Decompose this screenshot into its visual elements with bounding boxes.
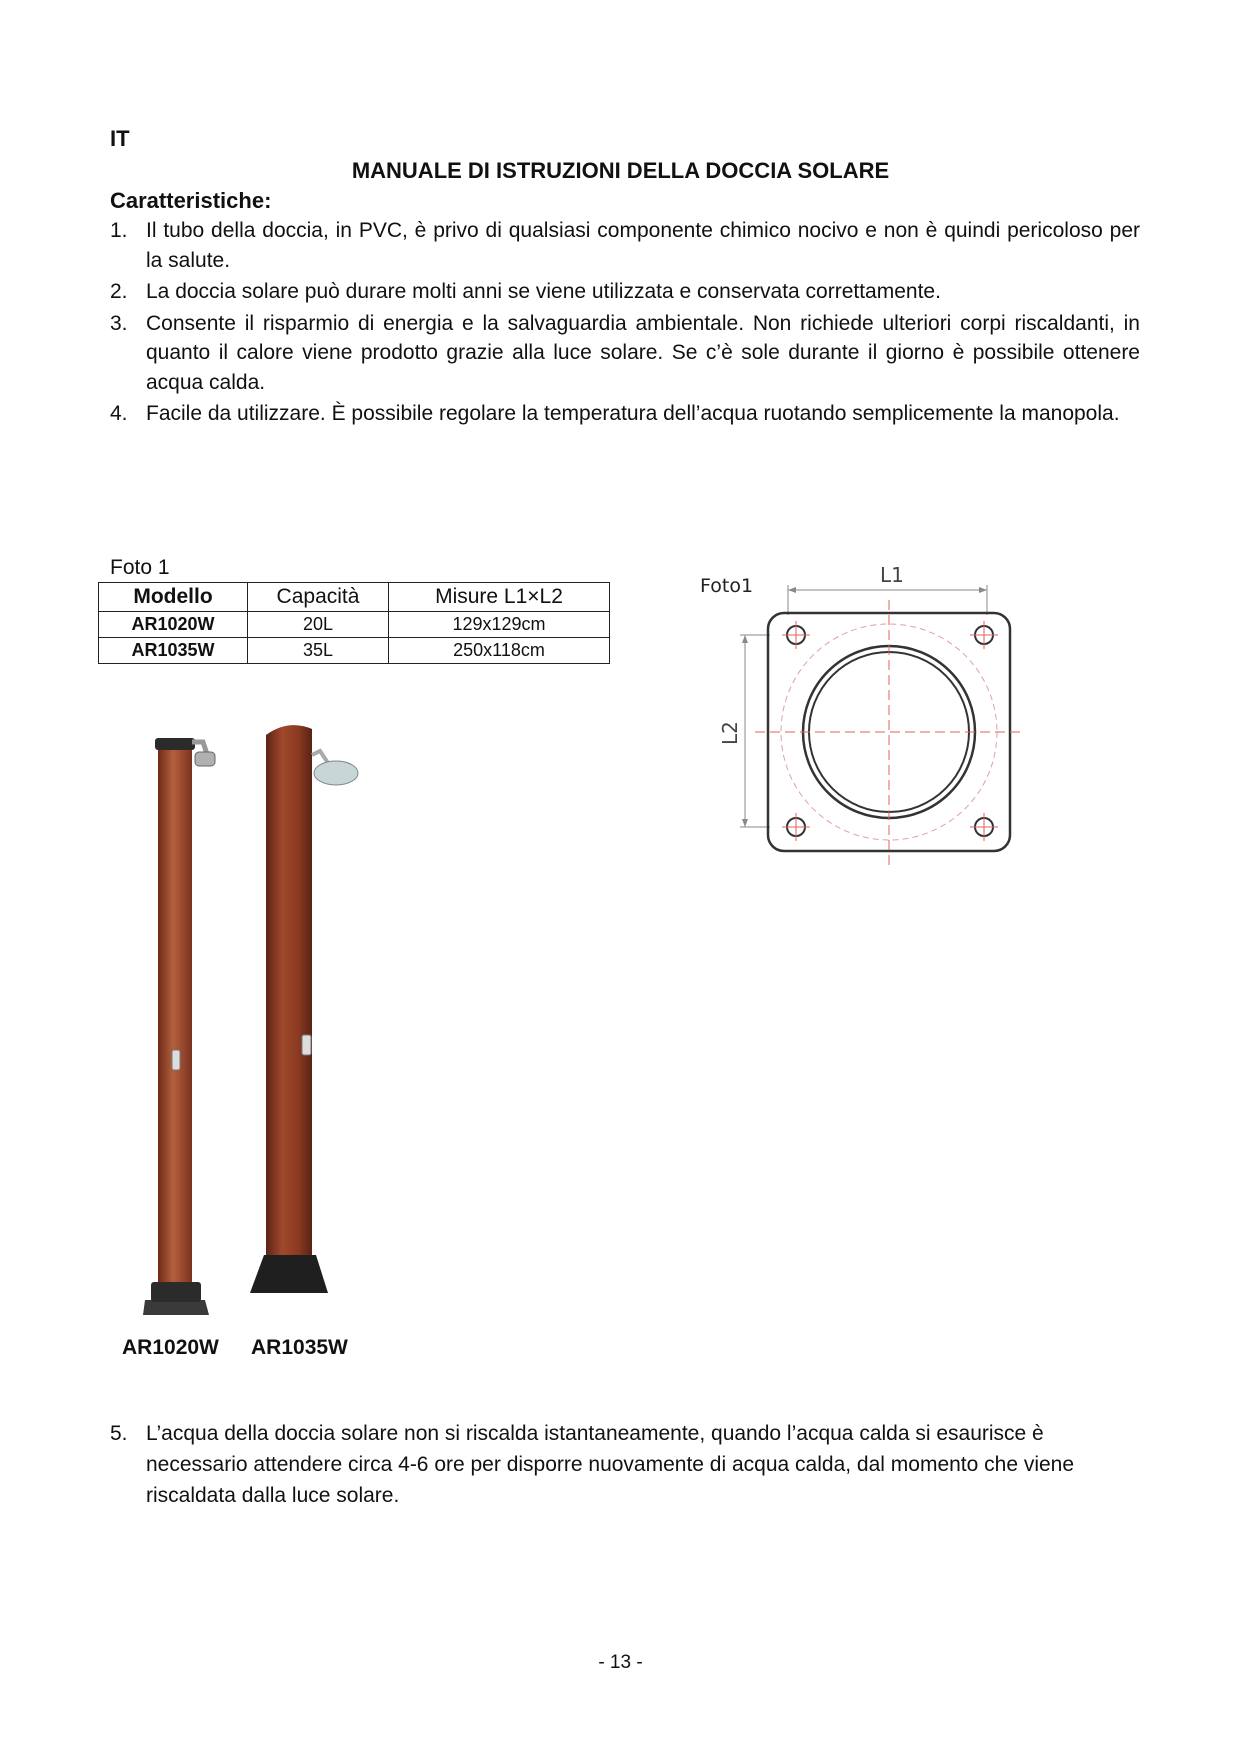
diagram-label: Foto1 (700, 575, 754, 597)
dimension-label-l2: L2 (718, 721, 742, 745)
features-heading: Caratteristiche: (110, 188, 272, 213)
page-number: - 13 - (598, 1652, 643, 1673)
table-label: Foto 1 (110, 556, 170, 579)
valve-knob (302, 1035, 311, 1055)
column-header: Capacità (248, 583, 389, 612)
arrow-head (788, 587, 796, 593)
table-header-row (99, 583, 610, 612)
bolt-hole (782, 813, 810, 841)
note-list (110, 1418, 1140, 1511)
product-caption: AR1035W (251, 1336, 348, 1359)
features-list (110, 216, 1140, 431)
dimension-label-l1: L1 (880, 563, 904, 587)
list-item: 5. L’acqua della doccia solare non si riscalda istantaneamente, quando l’acqua calda si esaurisce è necessario attendere circa 4-6 ore per disporre nuovamente di acqua calda, dal momento che viene riscaldata dalla luce solare. (110, 1422, 1075, 1507)
table-cell: 20L (248, 612, 389, 638)
shower-head (195, 752, 215, 766)
page-title: MANUALE DI ISTRUZIONI DELLA DOCCIA SOLARE (351, 158, 890, 183)
product-caption: AR1020W (122, 1336, 219, 1359)
column-header: Modello (99, 583, 248, 612)
table-cell: 35L (248, 638, 389, 664)
table-cell: AR1035W (99, 638, 248, 664)
bolt-hole (782, 621, 810, 649)
arrow-head (979, 587, 987, 593)
language-code: IT (110, 126, 130, 151)
base-plate-diagram (690, 555, 1030, 875)
arrow-head (742, 635, 748, 643)
spec-table (98, 582, 610, 664)
table-row (99, 638, 610, 664)
shower-base (250, 1255, 328, 1293)
tube-cap (155, 738, 195, 750)
column-header: Misure L1×L2 (389, 583, 610, 612)
shower-arm (312, 751, 328, 763)
shower-tube (266, 725, 312, 1275)
guide-circle (781, 624, 997, 840)
shower-head (314, 761, 358, 785)
table-row (99, 612, 610, 638)
table-cell: AR1020W (99, 612, 248, 638)
tube-outer-circle (803, 646, 975, 818)
bolt-hole (970, 813, 998, 841)
solar-shower-ar1020w (135, 730, 235, 1330)
table-cell: 250x118cm (389, 638, 610, 664)
arrow-head (742, 819, 748, 827)
shower-base (151, 1282, 201, 1302)
shower-base (143, 1300, 209, 1315)
list-item: 4. Facile da utilizzare. È possibile regolare la temperatura dell’acqua ruotando semplicemente la manopola. (110, 402, 1120, 425)
list-item: 2. La doccia solare può durare molti anni se viene utilizzata e conservata correttamente. (110, 280, 941, 303)
list-item: 3. Consente il risparmio di energia e la salvaguardia ambientale. Non richiede ulteriori corpi riscaldanti, in quanto il calore viene prodotto grazie alla luce solare. Se c’è sole durante il giorno è possibile ottenere acqua calda. (110, 311, 1140, 394)
bolt-hole (970, 621, 998, 649)
list-item: 1. Il tubo della doccia, in PVC, è privo di qualsiasi componente chimico nocivo e non è quindi pericoloso per la salute. (110, 219, 1140, 272)
table-cell: 129x129cm (389, 612, 610, 638)
shower-tube (158, 744, 192, 1284)
valve-knob (172, 1050, 180, 1070)
solar-shower-ar1035w (250, 715, 380, 1335)
